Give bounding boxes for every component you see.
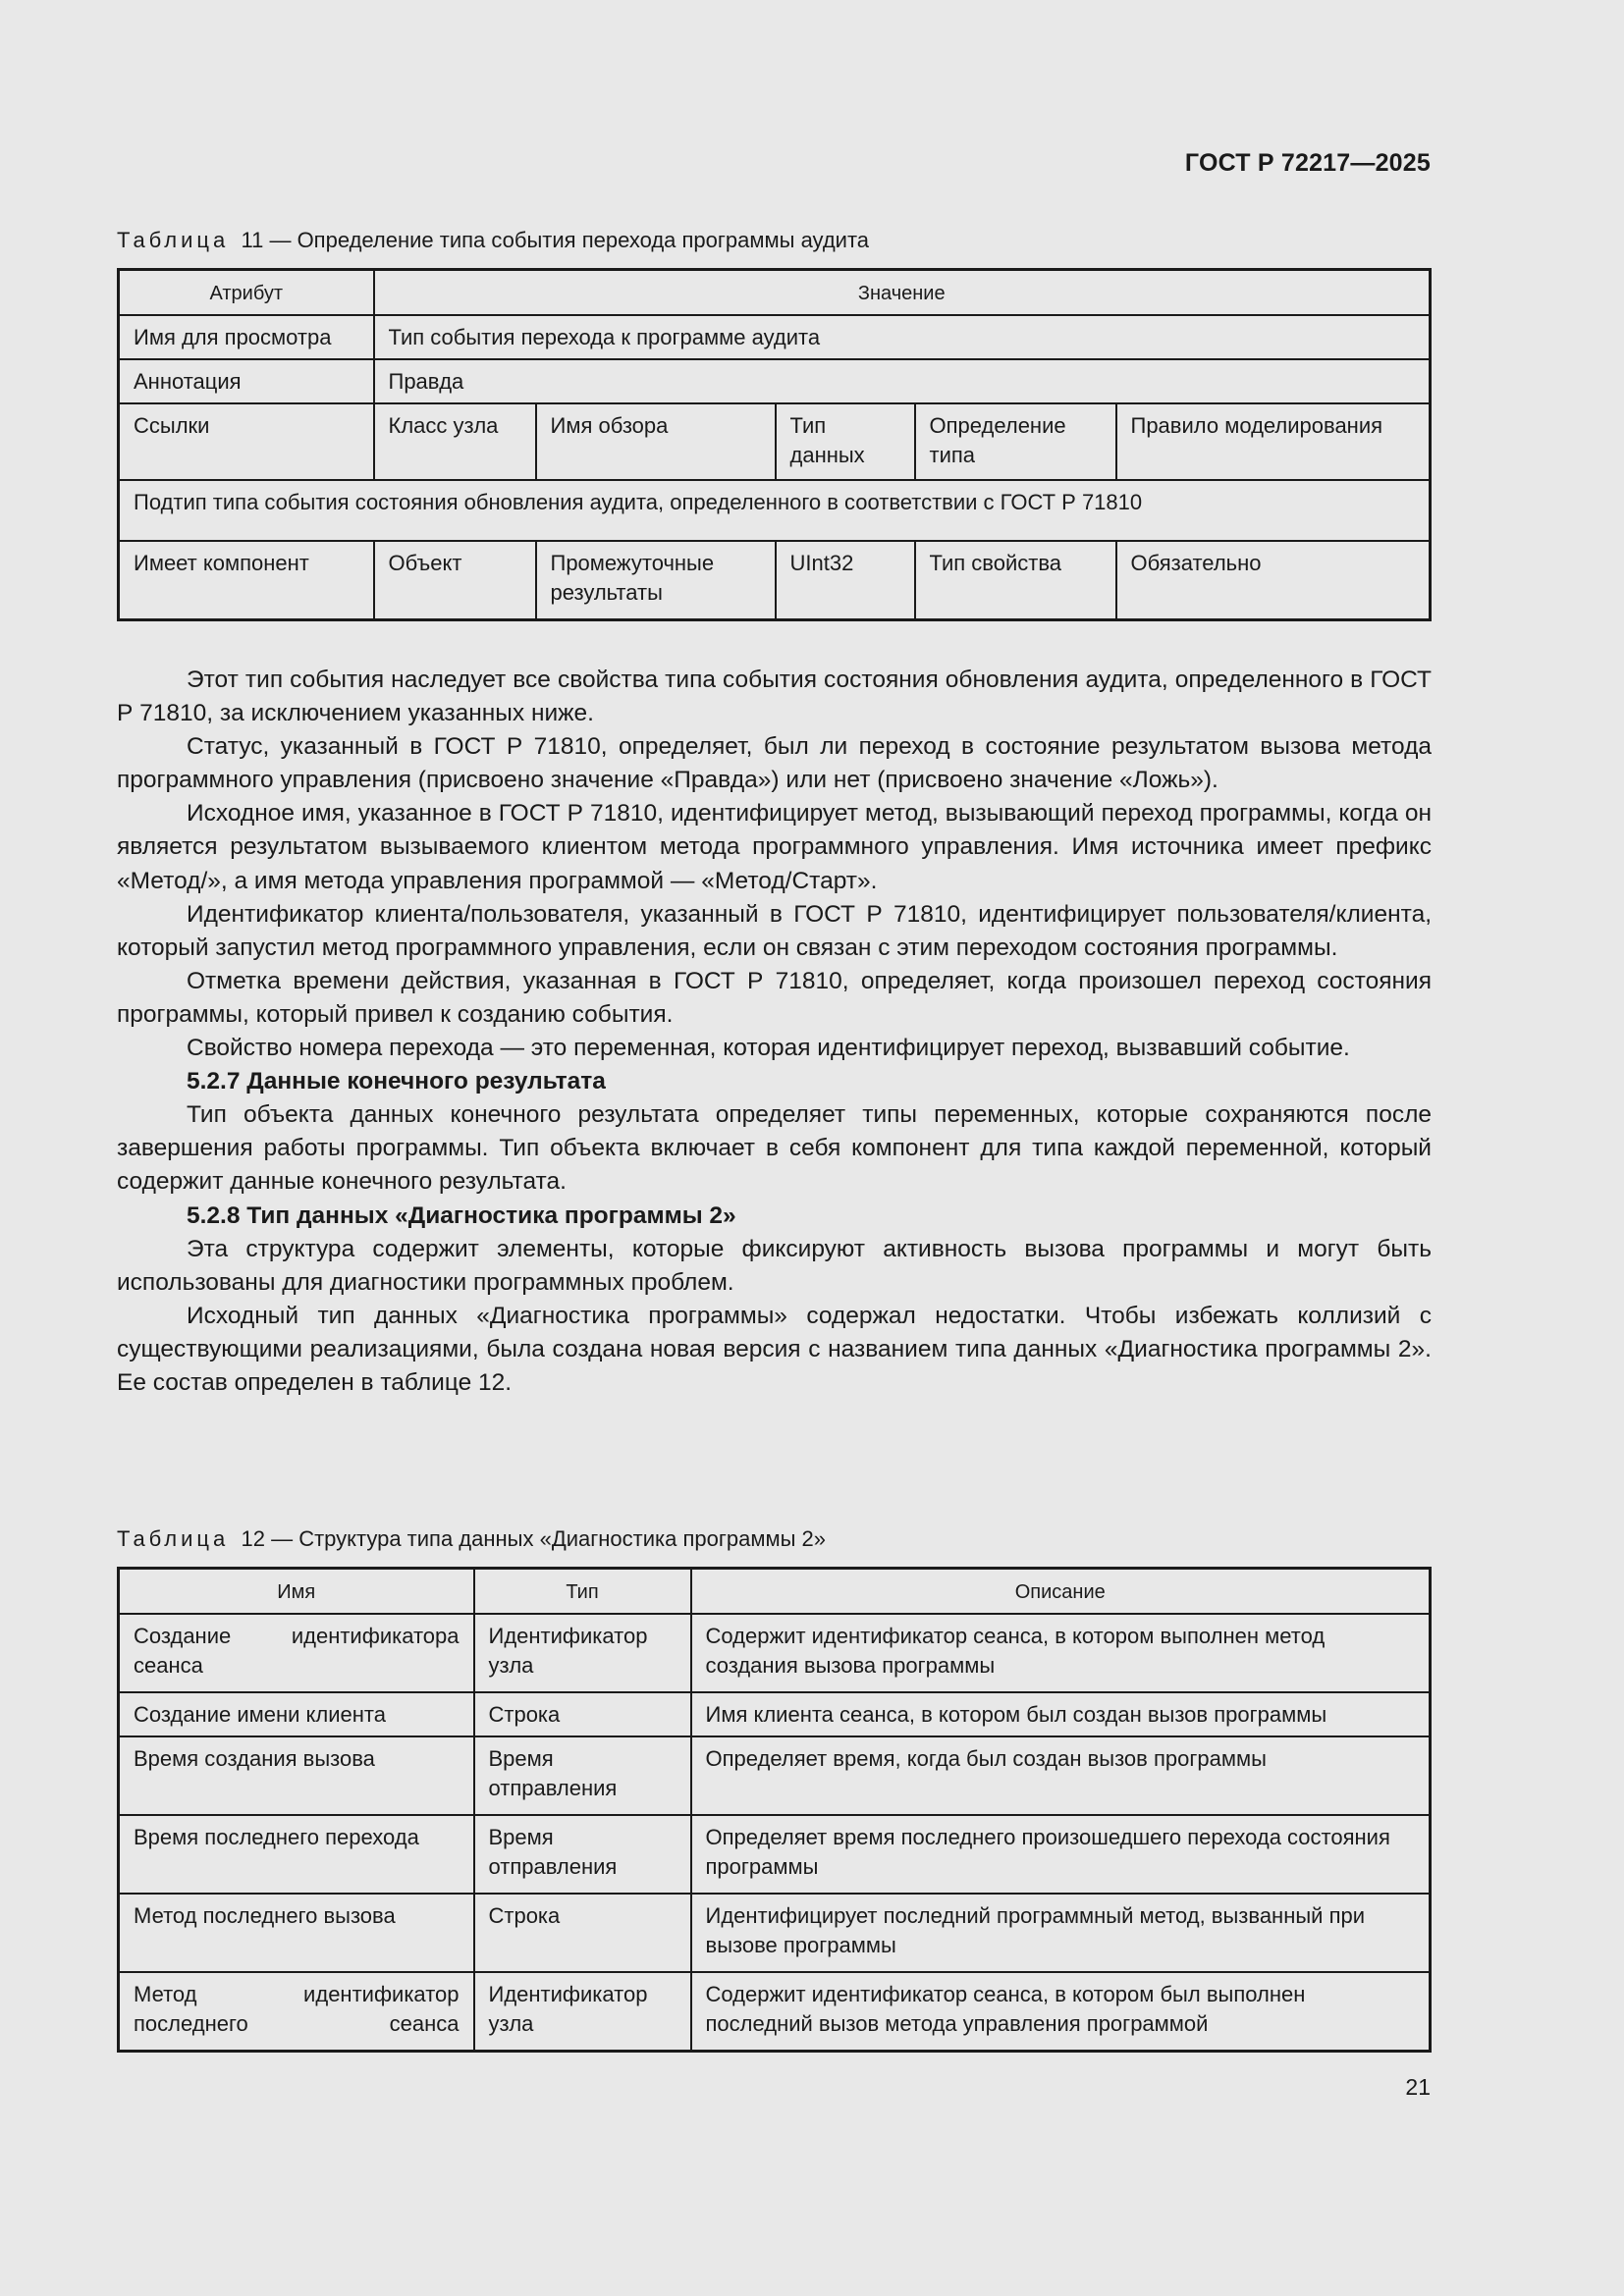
table-cell: Класс узла	[374, 403, 536, 480]
table-cell: Правило моделирования	[1116, 403, 1431, 480]
table-row	[119, 1736, 1431, 1815]
table-cell: Имя обзора	[536, 403, 776, 480]
table-cell: Время создания вызова	[119, 1736, 474, 1815]
table-cell: Обязательно	[1116, 541, 1431, 619]
paragraph: Исходный тип данных «Диагностика программы» содержал недостатки. Чтобы избежать коллизий с существующими реализациями, была создана новая версия с названием типа данных «Диагностика программы 2». Ее состав определен в таблице 12.	[117, 1302, 1432, 1396]
table-cell: Идентифицирует последний программный метод, вызванный при вызове программы	[691, 1894, 1431, 1972]
table-cell: Определение типа	[915, 403, 1116, 480]
table-cell: Время последнего перехода	[119, 1815, 474, 1894]
table-11-head-attribute: Атрибут	[119, 270, 374, 316]
table-cell: Определяет время последнего произошедшего перехода состояния программы	[691, 1815, 1431, 1894]
table-11-display-name-label: Имя для просмотра	[119, 315, 374, 359]
paragraph: Тип объекта данных конечного результата определяет типы переменных, которые сохраняются после завершения работы программы. Тип объекта включает в себя компонент для типа каждой переменной, который содержит данные конечного результата.	[117, 1101, 1432, 1196]
table-cell: Тип данных	[776, 403, 915, 480]
paragraph: Отметка времени действия, указанная в ГОСТ Р 71810, определяет, когда произошел переход состояния программы, который привел к созданию события.	[117, 967, 1432, 1028]
table-11-annotation-label: Аннотация	[119, 359, 374, 403]
table-cell: Метод идентификатор последнего сеанса	[119, 1972, 474, 2051]
paragraph: Эта структура содержит элементы, которые фиксируют активность вызова программы и могут быть использованы для диагностики программных проблем.	[117, 1235, 1432, 1296]
table-cell: Идентификатор узла	[474, 1972, 691, 2051]
table-12-header-row	[119, 1569, 1431, 1615]
table-12-head-description: Описание	[691, 1569, 1431, 1615]
table-cell: Содержит идентификатор сеанса, в котором был выполнен последний вызов метода управления программой	[691, 1972, 1431, 2051]
table-11-caption	[117, 228, 869, 253]
table-cell: Содержит идентификатор сеанса, в котором выполнен метод создания вызова программы	[691, 1614, 1431, 1692]
table-cell: Определяет время, когда был создан вызов программы	[691, 1736, 1431, 1815]
table-row	[119, 1692, 1431, 1736]
table-11-header-row	[119, 270, 1431, 316]
document-header: ГОСТ Р 72217—2025	[1184, 149, 1431, 177]
table-cell: Объект	[374, 541, 536, 619]
table-cell: Метод последнего вызова	[119, 1894, 474, 1972]
table-12-head-type: Тип	[474, 1569, 691, 1615]
table-11-references-label: Ссылки	[119, 403, 374, 480]
table-11	[117, 268, 1432, 621]
page-number: 21	[1405, 2074, 1431, 2100]
table-11-head-value: Значение	[374, 270, 1431, 316]
paragraph: Свойство номера перехода — это переменная, которая идентифицирует переход, вызвавший событие.	[187, 1035, 1350, 1062]
table-12-caption	[117, 1526, 826, 1552]
table-row	[119, 1894, 1431, 1972]
table-cell: Создание имени клиента	[119, 1692, 474, 1736]
paragraph: Исходное имя, указанное в ГОСТ Р 71810, идентифицирует метод, вызывающий переход программы, когда он является результатом вызываемого клиентом метода программного управления. Имя источника имеет префикс «Метод/», а имя метода управления программой — «Метод/Старт».	[117, 800, 1432, 894]
table-cell: Идентификатор узла	[474, 1614, 691, 1692]
paragraph: Этот тип события наследует все свойства типа события состояния обновления аудита, определенного в ГОСТ Р 71810, за исключением указанных ниже.	[117, 667, 1432, 727]
section-heading-5-2-8: 5.2.8 Тип данных «Диагностика программы 2»	[187, 1201, 736, 1229]
table-12	[117, 1567, 1432, 2053]
table-12-head-name: Имя	[119, 1569, 474, 1615]
section-heading-5-2-7: 5.2.7 Данные конечного результата	[187, 1068, 606, 1095]
table-11-annotation-value: Правда	[374, 359, 1431, 403]
table-cell: Строка	[474, 1894, 691, 1972]
table-row	[119, 480, 1431, 541]
table-row	[119, 315, 1431, 359]
table-cell: Строка	[474, 1692, 691, 1736]
paragraph: Идентификатор клиента/пользователя, указанный в ГОСТ Р 71810, идентифицирует пользователя/клиента, который запустил метод программного управления, если он связан с этим переходом состояния программы.	[117, 900, 1432, 961]
table-11-caption-text: 11 — Определение типа события перехода программы аудита	[241, 228, 870, 252]
table-cell: Имя клиента сеанса, в котором был создан вызов программы	[691, 1692, 1431, 1736]
table-cell: Время отправления	[474, 1815, 691, 1894]
table-cell: UInt32	[776, 541, 915, 619]
table-cell: Создание идентификатора сеанса	[119, 1614, 474, 1692]
table-cell: Промежуточные результаты	[536, 541, 776, 619]
table-12-caption-text: 12 — Структура типа данных «Диагностика программы 2»	[241, 1526, 827, 1551]
table-cell: Тип свойства	[915, 541, 1116, 619]
table-row	[119, 359, 1431, 403]
table-11-display-name-value: Тип события перехода к программе аудита	[374, 315, 1431, 359]
table-row	[119, 1614, 1431, 1692]
table-11-subtype-row: Подтип типа события состояния обновления аудита, определенного в соответствии с ГОСТ Р 71810	[119, 480, 1431, 541]
table-12-caption-label: Таблица	[117, 1526, 230, 1551]
table-row	[119, 541, 1431, 619]
table-row	[119, 1815, 1431, 1894]
table-row	[119, 403, 1431, 480]
paragraph: Статус, указанный в ГОСТ Р 71810, определяет, был ли переход в состояние результатом вызова метода программного управления (присвоено значение «Правда») или нет (присвоено значение «Ложь»).	[117, 733, 1432, 794]
table-cell: Имеет компонент	[119, 541, 374, 619]
body-text	[117, 664, 1432, 1400]
table-11-caption-label: Таблица	[117, 228, 230, 252]
table-cell: Время отправления	[474, 1736, 691, 1815]
table-row	[119, 1972, 1431, 2051]
